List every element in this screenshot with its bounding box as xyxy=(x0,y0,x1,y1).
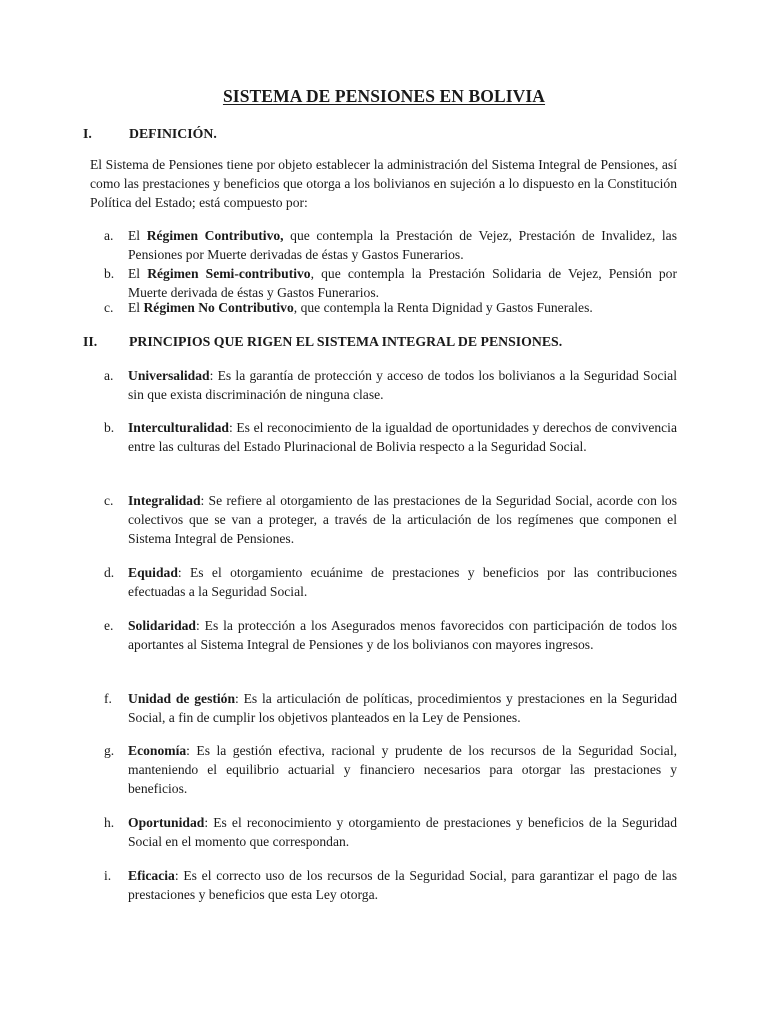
regime-term: Régimen Contributivo, xyxy=(146,228,284,243)
principle-term: Interculturalidad xyxy=(128,420,229,435)
list-marker: a. xyxy=(104,368,114,383)
principle-term: Universalidad xyxy=(128,368,210,383)
principle-term: Integralidad xyxy=(128,493,201,508)
regime-term: Régimen Semi-contributivo xyxy=(147,266,311,281)
intro-paragraph: El Sistema de Pensiones tiene por objeto establecer la administración del Sistema Integral de Pensiones, así como las prestaciones y beneficios que otorga a los bolivianos en sujeción a lo dispuesto en la Constitución Política del Estado; está compuesto por: xyxy=(90,157,677,210)
principle-text: Interculturalidad: Es el reconocimiento de la igualdad de oportunidades y derechos de convivencia entre las culturas del Estado Plurinacional de Bolivia respecto a la Seguridad Social. xyxy=(128,420,677,454)
section-title: DEFINICIÓN. xyxy=(129,126,217,141)
section-title: PRINCIPIOS QUE RIGEN EL SISTEMA INTEGRAL DE PENSIONES. xyxy=(129,334,563,349)
list-marker: e. xyxy=(104,618,114,633)
principle-text: Equidad: Es el otorgamiento ecuánime de prestaciones y beneficios por las contribuciones efectuadas a la Seguridad Social. xyxy=(128,565,677,599)
list-marker: c. xyxy=(104,493,114,508)
principle-text: Eficacia: Es el correcto uso de los recursos de la Seguridad Social, para garantizar el pago de las prestaciones y beneficios que esta Ley otorga. xyxy=(128,868,677,902)
principle-term: Oportunidad xyxy=(128,815,205,830)
principle-text: Unidad de gestión: Es la articulación de políticas, procedimientos y prestaciones en la Seguridad Social, a fin de cumplir los objetivos planteados en la Ley de Pensiones. xyxy=(128,691,677,725)
principle-text: Oportunidad: Es el reconocimiento y otorgamiento de prestaciones y beneficios de la Seguridad Social en el momento que correspondan. xyxy=(128,815,677,849)
list-marker: c. xyxy=(104,300,114,315)
regime-term: Régimen No Contributivo xyxy=(143,300,294,315)
list-marker: b. xyxy=(104,420,115,435)
list-marker: a. xyxy=(104,228,114,243)
principle-term: Economía xyxy=(128,743,187,758)
list-marker: f. xyxy=(104,691,112,706)
principle-term: Solidaridad xyxy=(128,618,196,633)
principle-term: Unidad de gestión xyxy=(128,691,236,706)
section-number: I. xyxy=(83,126,92,141)
list-item-text: El Régimen Semi-contributivo, que contempla la Prestación Solidaria de Vejez, Pensión por Muerte derivada de éstas y Gastos Funerarios. xyxy=(128,266,677,300)
list-marker: d. xyxy=(104,565,115,580)
section-number: II. xyxy=(83,334,98,349)
principle-text: Integralidad: Se refiere al otorgamiento de las prestaciones de la Seguridad Social, acorde con los colectivos que se van a proteger, a través de la articulación de los regímenes que componen el Sistema Integral de Pensiones. xyxy=(128,493,677,546)
list-item-text: El Régimen No Contributivo, que contempla la Renta Dignidad y Gastos Funerales. xyxy=(128,300,593,315)
list-marker: b. xyxy=(104,266,115,281)
document-title: SISTEMA DE PENSIONES EN BOLIVIA xyxy=(222,86,546,106)
list-marker: g. xyxy=(104,743,115,758)
principle-term: Eficacia xyxy=(128,868,175,883)
list-marker: i. xyxy=(104,868,112,883)
principle-text: Universalidad: Es la garantía de protección y acceso de todos los bolivianos a la Seguridad Social sin que exista discriminación de ninguna clase. xyxy=(128,368,677,402)
principle-term: Equidad xyxy=(128,565,178,580)
principle-text: Economía: Es la gestión efectiva, racional y prudente de los recursos de la Seguridad Social, manteniendo el equilibrio actuarial y financiero necesarios para otorgar las prestaciones y beneficios. xyxy=(128,743,677,796)
list-item-text: El Régimen Contributivo, que contempla la Prestación de Vejez, Prestación de Invalidez, las Pensiones por Muerte derivadas de éstas y Gastos Funerarios. xyxy=(128,228,677,262)
principle-text: Solidaridad: Es la protección a los Asegurados menos favorecidos con participación de todos los aportantes al Sistema Integral de Pensiones y de los bolivianos con mayores ingresos. xyxy=(128,618,677,652)
list-marker: h. xyxy=(104,815,115,830)
